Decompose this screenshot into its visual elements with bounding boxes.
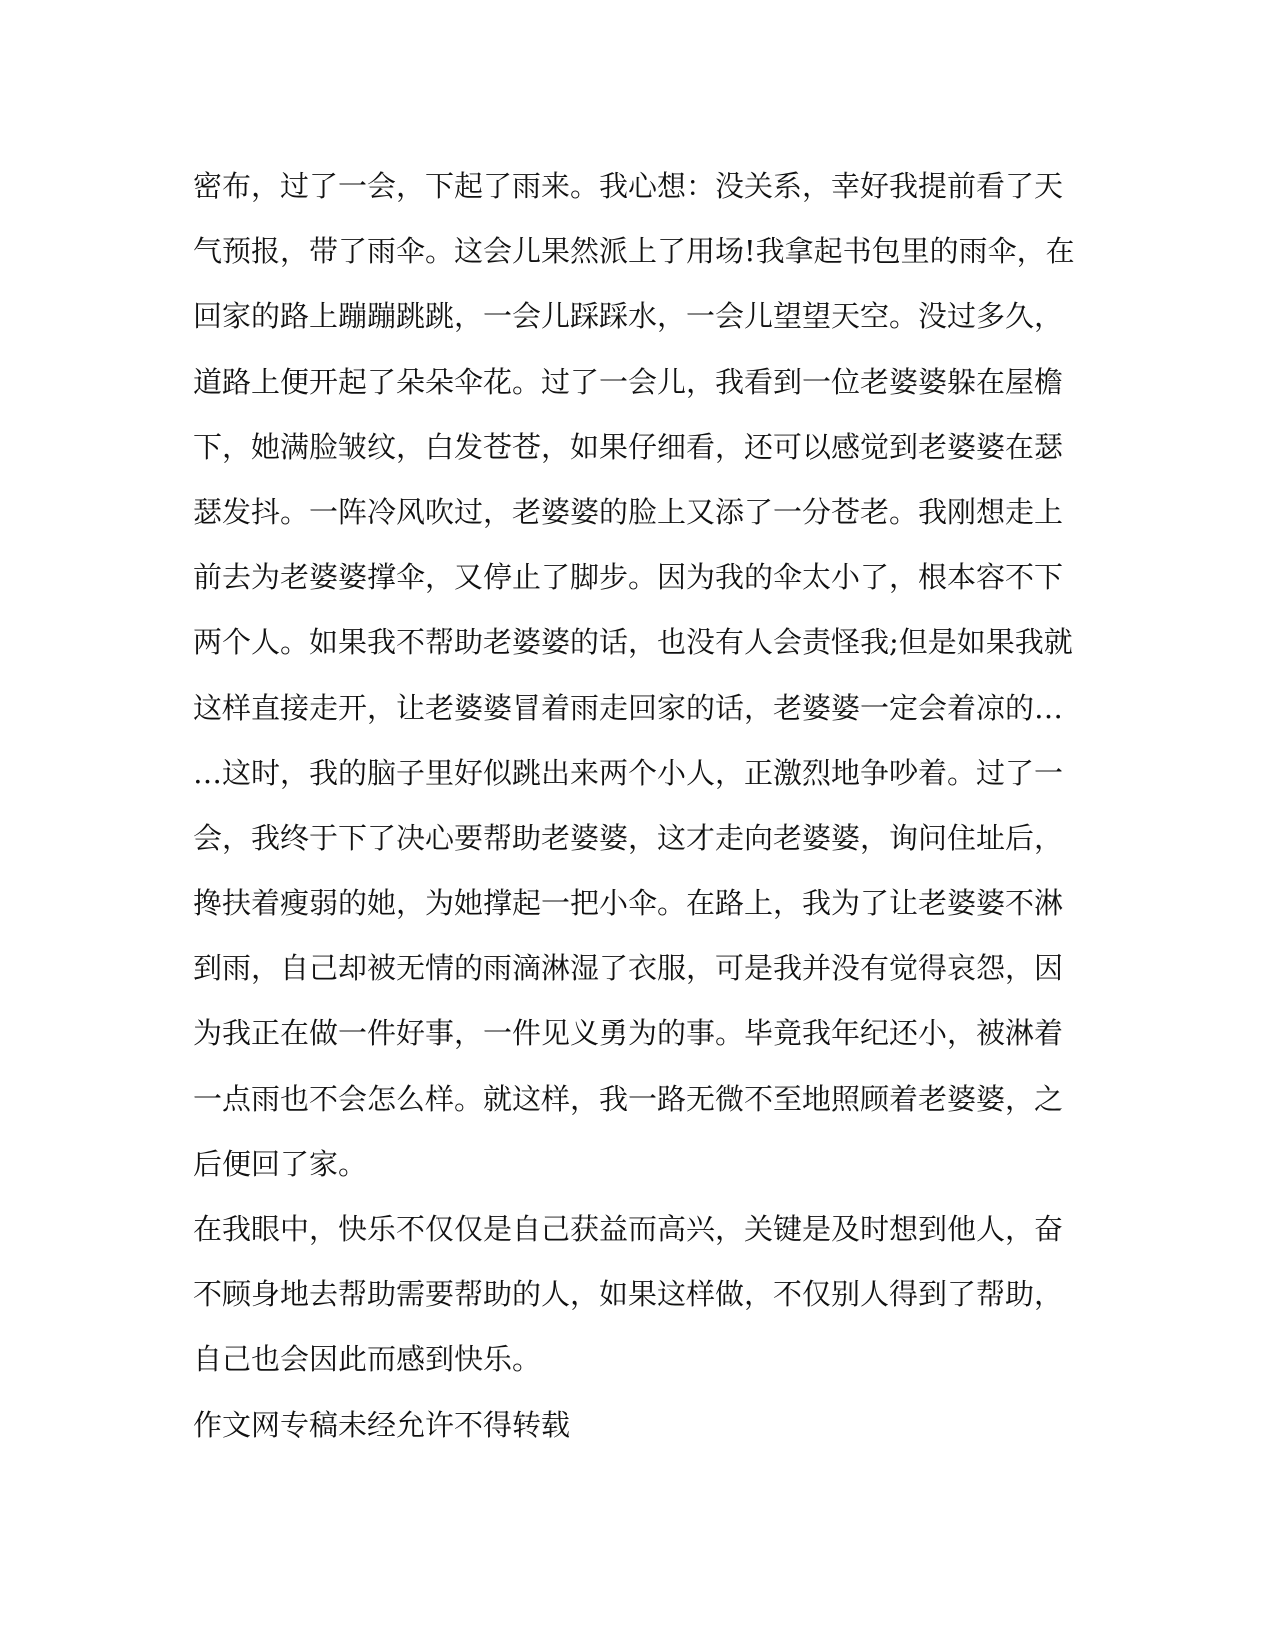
text-line: …这时，我的脑子里好似跳出来两个小人，正激烈地争吵着。过了一 xyxy=(193,755,1064,790)
text-line: 不顾身地去帮助需要帮助的人，如果这样做，不仅别人得到了帮助， xyxy=(193,1277,1064,1312)
text-line: 前去为老婆婆撑伞，又停止了脚步。因为我的伞太小了，根本容不下 xyxy=(193,560,1064,595)
copyright-notice: 作文网专稿未经允许不得转载 xyxy=(193,1407,571,1442)
text-line: 气预报，带了雨伞。这会儿果然派上了用场!我拿起书包里的雨伞，在 xyxy=(193,234,1075,269)
text-line: 在我眼中，快乐不仅仅是自己获益而高兴，关键是及时想到他人，奋 xyxy=(193,1212,1064,1246)
text-line: 道路上便开起了朵朵伞花。过了一会儿，我看到一位老婆婆躲在屋檐 xyxy=(193,364,1064,399)
text-line: 为我正在做一件好事，一件见义勇为的事。毕竟我年纪还小，被淋着 xyxy=(193,1016,1064,1051)
text-line: 一点雨也不会怎么样。就这样，我一路无微不至地照顾着老婆婆，之 xyxy=(193,1081,1064,1116)
text-line: 密布，过了一会，下起了雨来。我心想：没关系，幸好我提前看了天 xyxy=(193,169,1064,203)
text-line: 回家的路上蹦蹦跳跳，一会儿踩踩水，一会儿望望天空。没过多久， xyxy=(193,299,1064,334)
essay-body xyxy=(193,166,1093,1470)
text-line: 两个人。如果我不帮助老婆婆的话，也没有人会责怪我;但是如果我就 xyxy=(193,625,1073,660)
text-line: 会，我终于下了决心要帮助老婆婆，这才走向老婆婆，询问住址后， xyxy=(193,820,1064,855)
text-line: 搀扶着瘦弱的她，为她撑起一把小伞。在路上，我为了让老婆婆不淋 xyxy=(193,886,1064,921)
text-line: 后便回了家。 xyxy=(193,1146,368,1181)
text-line: 下，她满脸皱纹，白发苍苍，如果仔细看，还可以感觉到老婆婆在瑟 xyxy=(193,429,1064,464)
text-line: 到雨，自己却被无情的雨滴淋湿了衣服，可是我并没有觉得哀怨，因 xyxy=(193,951,1064,986)
text-line: 瑟发抖。一阵冷风吹过，老婆婆的脸上又添了一分苍老。我刚想走上 xyxy=(193,494,1064,529)
text-line: 这样直接走开，让老婆婆冒着雨走回家的话，老婆婆一定会着凉的… xyxy=(193,690,1064,725)
text-line: 自己也会因此而感到快乐。 xyxy=(193,1342,542,1377)
